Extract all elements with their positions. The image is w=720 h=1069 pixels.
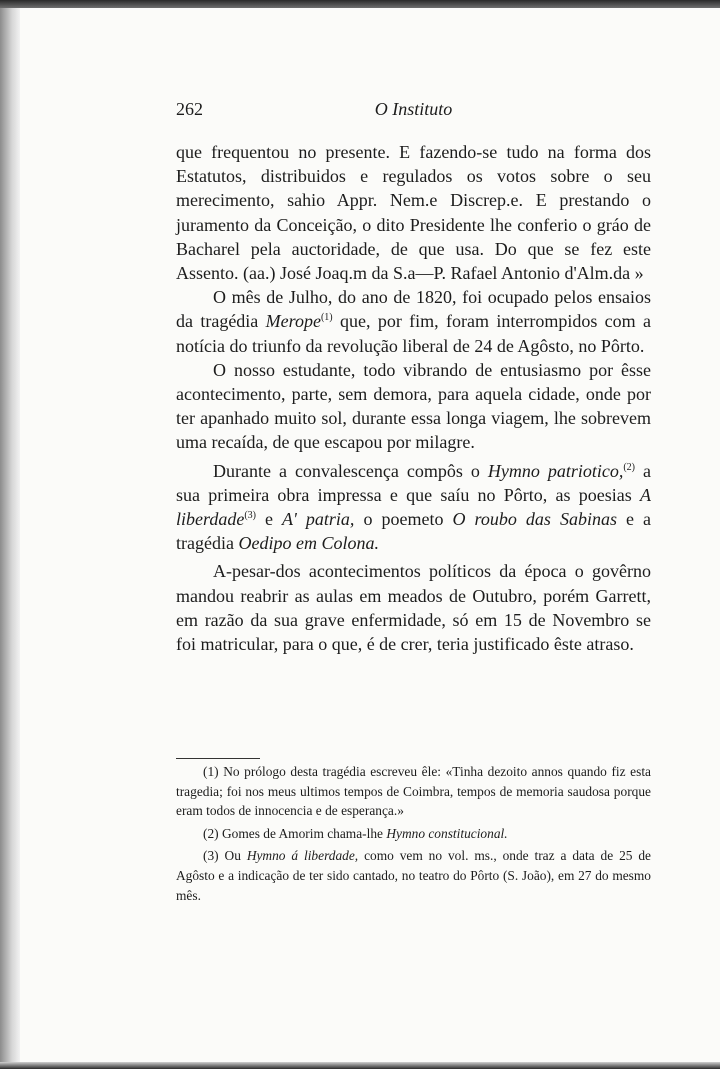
footnote-3-rest: como vem no vol. ms., onde traz a data de 25 de Agôsto e a indicação de ter sido cantado, no teatro do Pôrto (S. João), em 27 do mesmo mês. xyxy=(176,848,651,903)
roubo-title: O roubo das Sabinas xyxy=(452,509,617,530)
footnote-1-marker: (1) xyxy=(203,764,219,779)
paragraph-5: A-pesar-dos acontecimentos políticos da época o govêrno mandou reabrir as aulas em meados de Outubro, porém Garrett, em razão da sua grave enfermidade, só em 15 de Novembro se foi matricular, para o que, é de crer, teria justificado êste atraso. xyxy=(176,561,651,655)
footnote-rule xyxy=(176,758,260,759)
running-title: O Instituto xyxy=(374,99,453,119)
footnote-ref-3: (3) xyxy=(244,510,256,522)
paragraph-1: que frequentou no presente. E fazendo-se tudo na forma dos Estatutos, distribuidos e regulados os votos sobre o seu merecimento, sahio Appr. Nem.e Discrep.e. E prestando o juramento da Conceição, o dito Presidente lhe conferio o gráo de Bacharel pela auctoridade, de que usa. Do que se fez este Assento. (aa.) José Joaq.m da S.a—P. Rafael Antonio d'Alm.da » xyxy=(176,142,651,284)
paragraph-2-text-a: O mês de Julho, do ano de 1820, foi ocupado pelos ensaios da tragédia xyxy=(176,287,651,332)
liberdade-title: A liberdade xyxy=(176,484,651,530)
paragraph-3: O nosso estudante, todo vibrando de entusiasmo por êsse acontecimento, parte, sem demora, para aquela cidade, onde por ter apanhado muito sol, durante essa longa viagem, lhe sobrevem uma recaída, de que escapou por milagre. xyxy=(176,359,651,453)
footnote-3 xyxy=(176,846,651,905)
footnote-2 xyxy=(176,824,651,844)
footnote-1 xyxy=(176,762,651,821)
footnote-3-text: Ou xyxy=(218,848,247,864)
footnote-2-title: Hymno constitucional. xyxy=(386,825,508,841)
paragraph-4-text-e: e a tragédia xyxy=(176,509,651,554)
hymno-title: Hymno patriotico, xyxy=(487,460,624,481)
paragraph-2-text-b: que, por fim, foram interrompidos com a notícia do triunfo da revolução liberal de 24 de Agôsto, no Pôrto. xyxy=(176,311,651,356)
paragraph-4-text-d: o poemeto xyxy=(354,509,453,530)
footnote-3-title: Hymno á liberdade, xyxy=(246,848,359,864)
scan-top-edge xyxy=(0,0,720,8)
paragraph-4-text-b: a sua primeira obra impressa e que saíu no Pôrto, as poesias xyxy=(176,460,651,505)
footnote-3-marker: (3) xyxy=(203,848,219,864)
paragraph-4 xyxy=(176,459,651,556)
paragraph-4-text-c: e xyxy=(256,509,283,530)
footnote-ref-1: (1) xyxy=(320,312,333,324)
patria-title: A' patria, xyxy=(282,509,355,530)
paragraph-2 xyxy=(176,285,651,358)
oedipo-title: Oedipo em Colona. xyxy=(238,533,379,554)
paragraph-4-text-a: Durante a convalescença compôs o xyxy=(213,460,488,481)
running-head xyxy=(176,99,651,123)
footnote-ref-2: (2) xyxy=(623,461,635,473)
footnote-2-marker: (2) xyxy=(203,825,219,841)
page-number: 262 xyxy=(176,99,203,119)
footnote-2-text: Gomes de Amorim chama-lhe xyxy=(218,825,387,841)
footnote-1-text: No prólogo desta tragédia escreveu êle: «Tinha dezoito annos quando fiz esta tragedia; foi nos meus ultimos tempos de Coimbra, tempos de memoria saudosa porque eram todos de innocencia e de esperança.» xyxy=(176,764,651,819)
scan-left-edge xyxy=(0,0,20,1069)
footnotes xyxy=(176,762,651,905)
merope-title: Merope xyxy=(265,311,321,332)
main-text xyxy=(176,140,651,656)
scan-bottom-edge xyxy=(0,1062,720,1069)
